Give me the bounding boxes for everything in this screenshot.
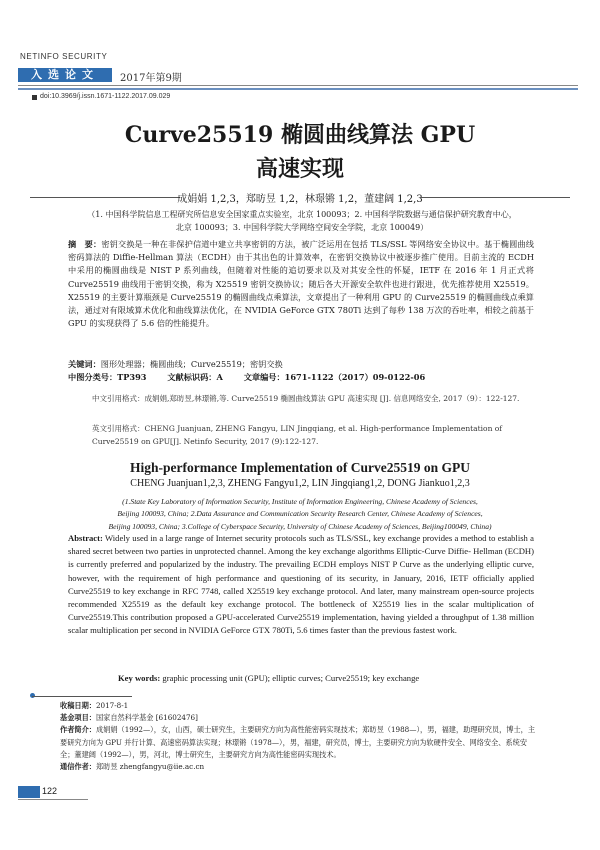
keywords-en-text: graphic processing unit (GPU); elliptic curves; Curve25519; key exchange (162, 673, 420, 683)
bio-label: 作者简介： (60, 725, 96, 735)
authors-rule-right (420, 197, 570, 198)
fund-label: 基金项目： (60, 713, 96, 723)
abstract-en (68, 532, 534, 638)
classification-line (68, 372, 534, 383)
authors-cn: 成娟娟 1,2,3，郑昉昱 1,2，林璟锵 1,2，董建阔 1,2,3 (177, 194, 423, 205)
contact-line (60, 761, 536, 773)
article-no-value: 1671-1122（2017）09-0122-06 (284, 372, 426, 382)
doi-bullet-icon (32, 95, 37, 100)
section-tag: 入选论文 (18, 68, 112, 82)
keywords-cn (68, 359, 534, 370)
footnote (60, 700, 536, 773)
received-date: 2017-8-1 (95, 701, 129, 710)
doc-code-value: A (216, 372, 223, 382)
clc-label: 中图分类号： (68, 372, 118, 382)
doi: doi:10.3969/j.issn.1671-1122.2017.09.029 (40, 93, 171, 100)
page-number-bar (18, 786, 40, 798)
bio-text: 成娟娟（1992—），女，山西，硕士研究生，主要研究方向为高性能密码实现技术；郑昉昱（1988—），男，福建，助理研究员，博士，主要研究方向为 GPU 并行计算、高速密码算法实现；林璟锵（1978—），男，福建，研究员，博士，主要研究方向为软硬件安全、网络安全、系统安全；董建阔（1992—），男，河北，博士研究生，主要研究方向为高性能密码实现技术。 (60, 725, 536, 759)
affiliation-cn-line: 北京 100093；3. 中国科学院大学网络空间安全学院，北京 100049） (175, 223, 429, 232)
affiliation-en-line: (1.State Key Laboratory of Information Security, Institute of Information Engineering, Chinese Academy of Sciences, (122, 497, 478, 506)
title-cn-line-2: 高速实现 (255, 156, 344, 182)
header-rule-accent (18, 88, 578, 90)
citation-cn (92, 392, 532, 405)
issue-label: 2017年第9期 (120, 73, 182, 84)
keywords-cn-label: 关键词： (68, 359, 101, 369)
affiliation-cn (52, 208, 552, 234)
header-rule (18, 85, 578, 86)
keywords-cn-text: 图形处理器；椭圆曲线；Curve25519；密钥交换 (100, 359, 283, 369)
bio-line (60, 724, 536, 761)
title-en: High-performance Implementation of Curve25519 on GPU (129, 460, 471, 475)
abstract-cn-text: 密钥交换是一种在非保护信道中建立共享密钥的方法，被广泛运用在包括 TLS/SSL 等网络安全协议中。基于椭圆曲线密码算法的 Diffie-Hellman 算法（ECDH）由于其出色的计算效率，在密钥交换协议中被逐步推广使用。目前主流的 ECDH 中采用的椭圆曲线是 NIST P 系列曲线，但随着对性能的追切要求以及对其安全性的怀疑，IETF 在 2016 年 1 月正式将 Curve25519 曲线用于密钥交换，称为 X25519 密钥交换协议；随后各大开源安全软件也进行跟进，优先推荐使用 X25519。X25519 的主要计算瓶颈是 Curve25519 的椭圆曲线点乘算法，文章提出了一种利用 GPU 的 Curve25519 的椭圆曲线点乘算法，通过对有限域算术优化和曲线算法优化，在 NVIDIA GeForce GTX 780Ti 达到了每秒 138 万次的吞吐率，相较之前基于 GPU 的实现获得了 5.6 倍的性能提升。 (68, 239, 534, 329)
affiliation-en (60, 496, 540, 533)
abstract-en-label: Abstract: (68, 533, 103, 543)
doc-code-label: 文献标识码： (167, 372, 217, 382)
received-line (60, 700, 536, 712)
affiliation-cn-line: （1. 中国科学院信息工程研究所信息安全国家重点实验室，北京 100093；2. 中国科学院数据与通信保护研究教育中心， (87, 210, 517, 219)
fund-value: 国家自然科学基金 [61602476] (95, 713, 198, 723)
page-number-rule (18, 799, 88, 800)
footnote-rule (32, 696, 132, 697)
received-label: 收稿日期： (60, 701, 96, 710)
contact-value: 郑昉昱 zhengfangyu@iie.ac.cn (95, 762, 205, 772)
clc-value: TP393 (117, 372, 147, 382)
affiliation-en-line: Beijing 100093, China; 2.Data Assurance and Communication Security Research Center, Chinese Academy of Sciences, (117, 509, 483, 519)
abstract-cn (68, 238, 534, 330)
affiliation-en-line: Beijing 100093, China; 3.College of Cyberspace Security, University of Chinese Academy of Sciences, Beijing100049, China) (108, 521, 492, 531)
fund-line (60, 712, 536, 724)
keywords-en (118, 673, 548, 683)
citation-en (92, 422, 532, 448)
title-cn (0, 118, 600, 186)
citation-cn-label: 中文引用格式： (92, 394, 145, 403)
contact-label: 通信作者： (60, 762, 96, 772)
abstract-en-text: Widely used in a large range of Internet security protocols such as TLS/SSL, key exchange provides a method to establish a shared secret between two parties in unprotected channel. Among the key exchange algorithms Elliptic-Curve Diffie- Hellman (ECDH) is currently preferred and popularized by the industry. The prevailing ECDH employs NIST P Curve as the underlying elliptic curve, however, with the requirement of high performance and questioning of its security, in January, 2016, IETF officially applied Curve25519 to key exchange in RFC 7748, called X25519 key exchange protocol. And later, many mainstream open-source projects recommended X25519 as the default key exchange protocol. The bottleneck of X25519 lies in the scalar multiplication of Curve25519.This contribution proposed a GPU-accelerated Curve25519 implementation, having yielded a throughput of 1.38 million scalar multiplication per second in NVIDIA GeForce GTX 780Ti, 5.6 times faster than the previous fastest work. (68, 533, 534, 636)
journal-brand: NETINFO SECURITY (20, 52, 108, 61)
title-cn-line-1: Curve25519 椭圆曲线算法 GPU (124, 122, 476, 148)
article-no-label: 文章编号： (243, 372, 285, 382)
keywords-en-label: Key words: (118, 673, 161, 683)
authors-en: CHENG Juanjuan1,2,3, ZHENG Fangyu1,2, LIN Jingqiang1,2, DONG Jiankuo1,2,3 (130, 478, 470, 489)
page-number: 122 (42, 786, 58, 796)
citation-en-text: CHENG Juanjuan, ZHENG Fangyu, LIN Jingqiang, et al. High-performance Implementation of Curve25519 on GPU[J]. Netinfo Security, 2017 (9):122-127. (92, 424, 503, 446)
abstract-cn-label: 摘 要： (68, 239, 102, 249)
citation-en-label: 英文引用格式： (92, 424, 145, 433)
citation-cn-text: 成娟娟,郑昉昱,林璟锵,等. Curve25519 椭圆曲线算法 GPU 高速实现 [J]. 信息网络安全, 2017（9）：122-127. (144, 394, 520, 403)
